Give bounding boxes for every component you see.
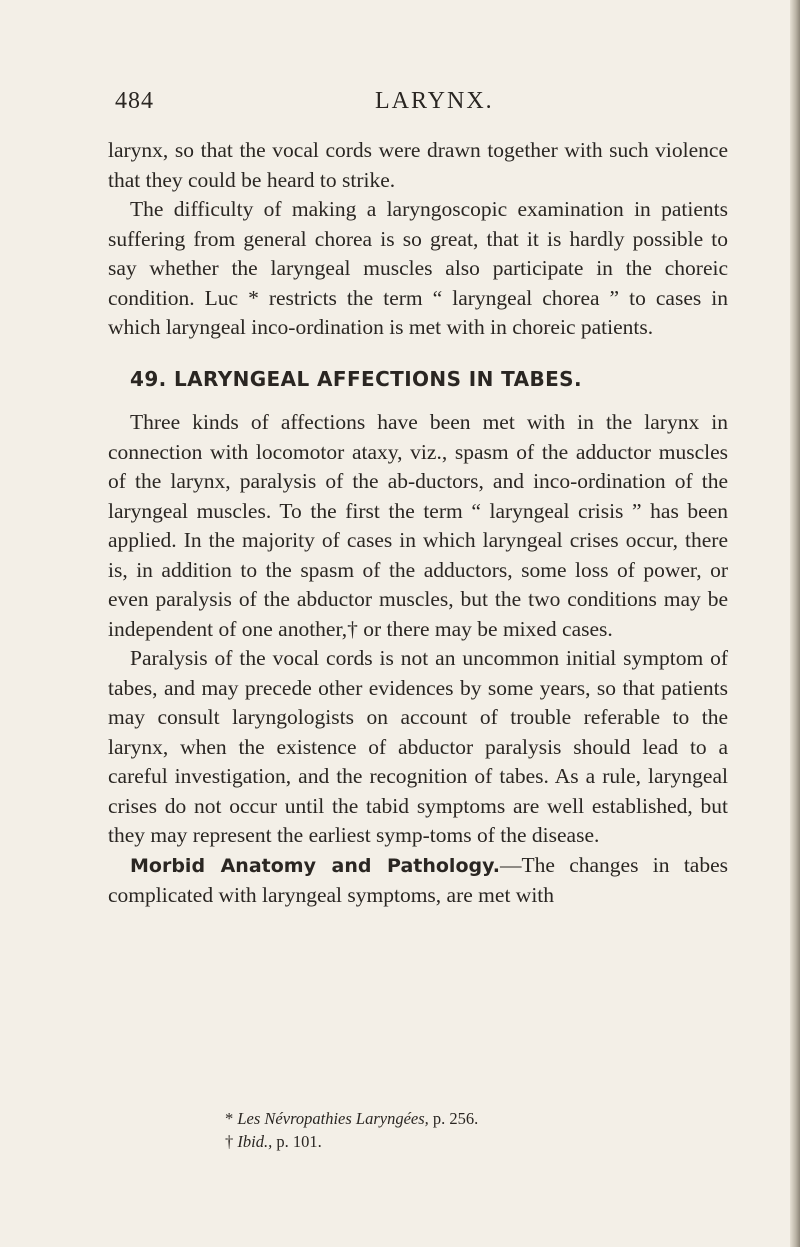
footnote-2-page: p. 101. [276, 1132, 322, 1151]
paragraph-5 [108, 851, 728, 911]
paragraph-4: Paralysis of the vocal cords is not an uncommon initial symptom of tabes, and may precede other evidences by some years, so that patients may consult laryngologists on account of trouble referable to the larynx, when the existence of abductor paralysis should lead to a careful investigation, and the recognition of tabes. As a rule, laryngeal crises do not occur until the tabid symptoms are well established, but they may represent the earliest symp-toms of the disease. [108, 646, 728, 847]
paragraph-1: larynx, so that the vocal cords were drawn together with such violence that they could be heard to strike. [108, 138, 728, 192]
paragraph-5-text: —The changes in tabes complicated with laryngeal symptoms, are met with [108, 852, 728, 907]
footnote-2-mark: † [225, 1132, 234, 1151]
runin-heading: Morbid Anatomy and Pathology. [130, 854, 500, 877]
section-heading: 49. LARYNGEAL AFFECTIONS IN TABES. [130, 366, 582, 391]
footnote-1-mark: * [225, 1109, 234, 1128]
running-title: LARYNX. [375, 88, 494, 114]
footnote-1 [225, 1107, 725, 1130]
page-header [115, 88, 715, 122]
footnotes [225, 1107, 725, 1153]
page-number: 484 [115, 88, 154, 114]
paragraph-3: Three kinds of affections have been met with in the larynx in connection with locomotor ataxy, viz., spasm of the adductor muscles of the larynx, paralysis of the ab-ductors, and inco-ordination of the laryngeal muscles. To the first the term “ laryngeal crisis ” has been applied. In the majority of cases in which laryngeal crises occur, there is, in addition to the spasm of the adductors, some loss of power, or even paralysis of the abductor muscles, but the two conditions may be independent of one another,† or there may be mixed cases. [108, 410, 728, 641]
footnote-1-page: p. 256. [432, 1109, 479, 1128]
footnote-2 [225, 1130, 725, 1153]
body-text [108, 136, 728, 911]
paragraph-2: The difficulty of making a laryngoscopic examination in patients suffering from general chorea is so great, that it is hardly possible to say whether the laryngeal muscles also participate in the choreic condition. Luc * restricts the term “ laryngeal chorea ” to cases in which laryngeal inco-ordination is met with in choreic patients. [108, 197, 728, 339]
page-edge-shadow [790, 0, 800, 1247]
footnote-1-title: Les Névropathies Laryngées, [237, 1109, 429, 1128]
footnote-2-title: Ibid., [237, 1132, 273, 1151]
